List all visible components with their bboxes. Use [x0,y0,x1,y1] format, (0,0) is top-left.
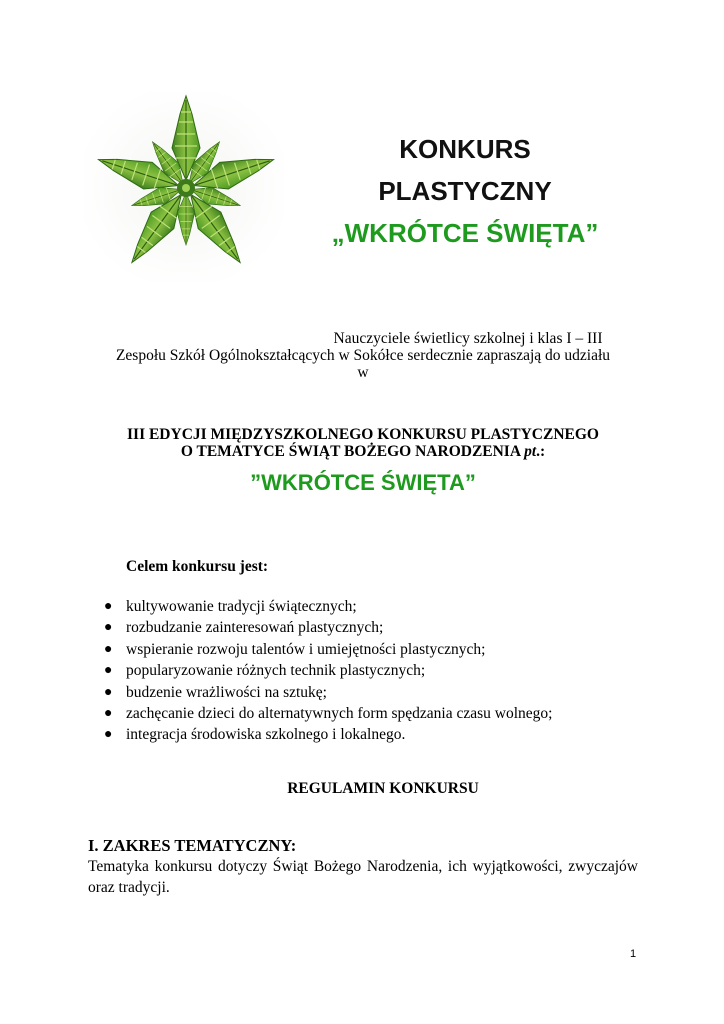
green-star-origami-icon [84,92,284,282]
bullet-icon: ● [104,599,113,614]
bullet-icon: ● [104,663,113,679]
page-number: 1 [630,948,637,960]
edition-heading [88,426,638,460]
section-1-text: Tematyka konkursu dotyczy Świąt Bożego Narodzenia, ich wyjątkowości, zwyczajów oraz tradycji. [88,858,638,896]
bullet-icon: ● [104,727,113,743]
list-item: ● budzenie wrażliwości na sztukę; [104,682,552,703]
edition-line-2 [88,443,638,460]
list-item: ● wspieranie rozwoju talentów i umiejętności plastycznych; [104,639,552,660]
contest-subtitle: ”WKRÓTCE ŚWIĘTA” [250,470,476,495]
goals-heading: Celem konkursu jest: [126,558,269,575]
intro-line-2: Zespołu Szkół Ogólnokształcących w Sokółce serdecznie zapraszają do udziału [115,347,611,364]
list-item: ● popularyzowanie różnych technik plastycznych; [104,660,552,681]
edition-line-1: III EDYCJI MIĘDZYSZKOLNEGO KONKURSU PLASTYCZNEGO [127,426,599,443]
title-line-3: „WKRÓTCE ŚWIĘTA” [331,218,599,248]
bullet-icon: ● [104,705,113,721]
bullet-icon: ● [104,620,113,636]
intro-line-3: w [357,364,369,381]
intro-paragraph [88,330,638,381]
section-1-heading: I. ZAKRES TEMATYCZNY: [88,836,297,855]
bullet-icon: ● [104,641,113,657]
title-line-1: KONKURS [399,134,531,164]
goals-list [104,596,552,746]
edition-line-2-end: .: [536,443,546,460]
bullet-icon: ● [104,684,113,700]
list-item: ● zachęcanie dzieci do alternatywnych form spędzania czasu wolnego; [104,703,552,724]
list-item: ● kultywowanie tradycji świątecznych; [104,596,552,617]
intro-line-1: Nauczyciele świetlicy szkolnej i klas I – III [333,330,603,347]
title-line-2: PLASTYCZNY [378,176,552,206]
edition-line-2-main: O TEMATYCE ŚWIĄT BOŻEGO NARODZENIA [180,443,525,460]
edition-line-2-pt: pt [524,443,537,460]
list-item: ● integracja środowiska szkolnego i lokalnego. [104,724,552,745]
contest-title [300,128,630,254]
list-item: ● rozbudzanie zainteresowań plastycznych; [104,617,552,638]
regulations-heading: REGULAMIN KONKURSU [287,780,479,797]
